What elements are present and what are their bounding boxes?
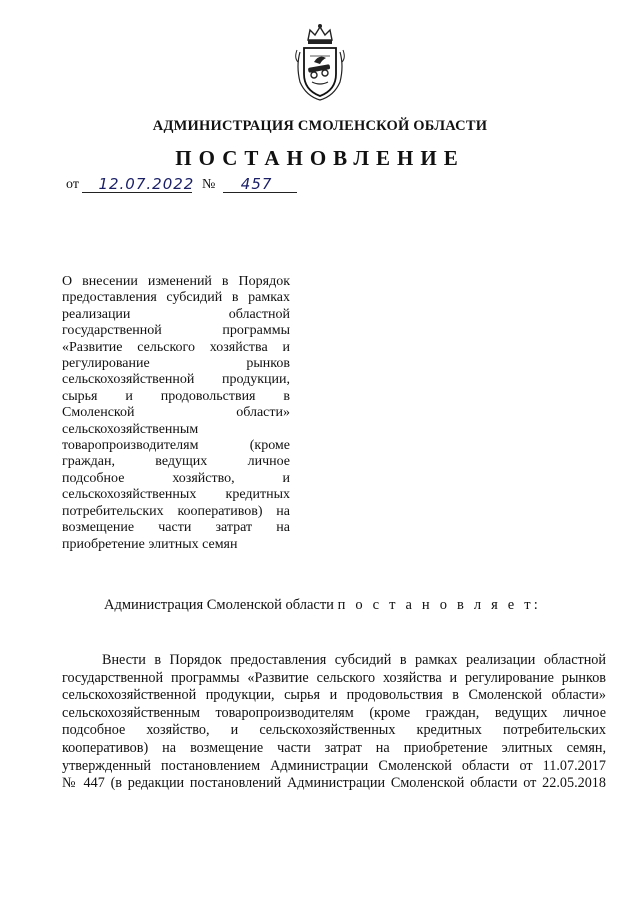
number-label: № [201, 177, 216, 192]
subject-line: подсобное хозяйство, и [62, 470, 290, 486]
subject-line: Смоленской области» [62, 405, 290, 421]
subject-line: предоставления субсидий в рамках [62, 290, 290, 306]
organization-title: АДМИНИСТРАЦИЯ СМОЛЕНСКОЙ ОБЛАСТИ [152, 118, 488, 134]
body-line: кооперативов) на возмещение части затрат на приобретение элитных семян, [62, 739, 606, 756]
subject-line: реализации областной [62, 306, 290, 322]
resolution-clause [104, 597, 541, 614]
body-line: сельскохозяйственной продукции, сырья и продовольствия в Смоленской области» [62, 687, 606, 704]
subject-line: сельскохозяйственной продукции, [62, 372, 290, 388]
subject-line: «Развитие сельского хозяйства и [62, 339, 290, 355]
document-body [62, 652, 606, 793]
subject-line: товаропроизводителям (кроме [62, 438, 290, 454]
body-line: подсобное хозяйство, и сельскохозяйственных кредитных потребительских [62, 722, 606, 739]
subject-line: сельскохозяйственных кредитных [62, 487, 290, 503]
subject-line: приобретение элитных семян [62, 536, 238, 552]
subject-line: сельскохозяйственным [62, 421, 199, 437]
number-value: 457 [223, 176, 297, 193]
subject-line: О внесении изменений в Порядок [62, 274, 290, 289]
document-type: ПОСТАНОВЛЕНИЕ [175, 146, 465, 170]
subject-line: возмещение части затрат на [62, 520, 290, 536]
document-subject [62, 274, 290, 553]
body-line: сельскохозяйственным товаропроизводителям (кроме граждан, ведущих личное [62, 704, 606, 721]
coat-of-arms-icon [292, 22, 348, 104]
subject-line: государственной программы [62, 323, 290, 339]
subject-line: регулирование рынков [62, 356, 290, 372]
body-line: утвержденный постановлением Администрации Смоленской области от 11.07.2017 [62, 757, 606, 774]
resolution-verb: п о с т а н о в л я е т: [337, 597, 542, 613]
body-line: Внести в Порядок предоставления субсидий в рамках реализации областной [102, 652, 606, 668]
resolution-prefix: Администрация Смоленской области [104, 597, 334, 613]
date-value: 12.07.2022 [82, 176, 192, 193]
subject-line: сырья и продовольствия в [62, 388, 290, 404]
body-line: государственной программы «Развитие сельского хозяйства и регулирование рынков [62, 669, 606, 686]
body-line: № 447 (в редакции постановлений Администрации Смоленской области от 22.05.2018 [62, 775, 606, 792]
subject-line: потребительских кооперативов) на [62, 503, 290, 519]
registration-line [66, 176, 297, 193]
subject-line: граждан, ведущих личное [62, 454, 290, 470]
date-label: от [66, 177, 79, 192]
